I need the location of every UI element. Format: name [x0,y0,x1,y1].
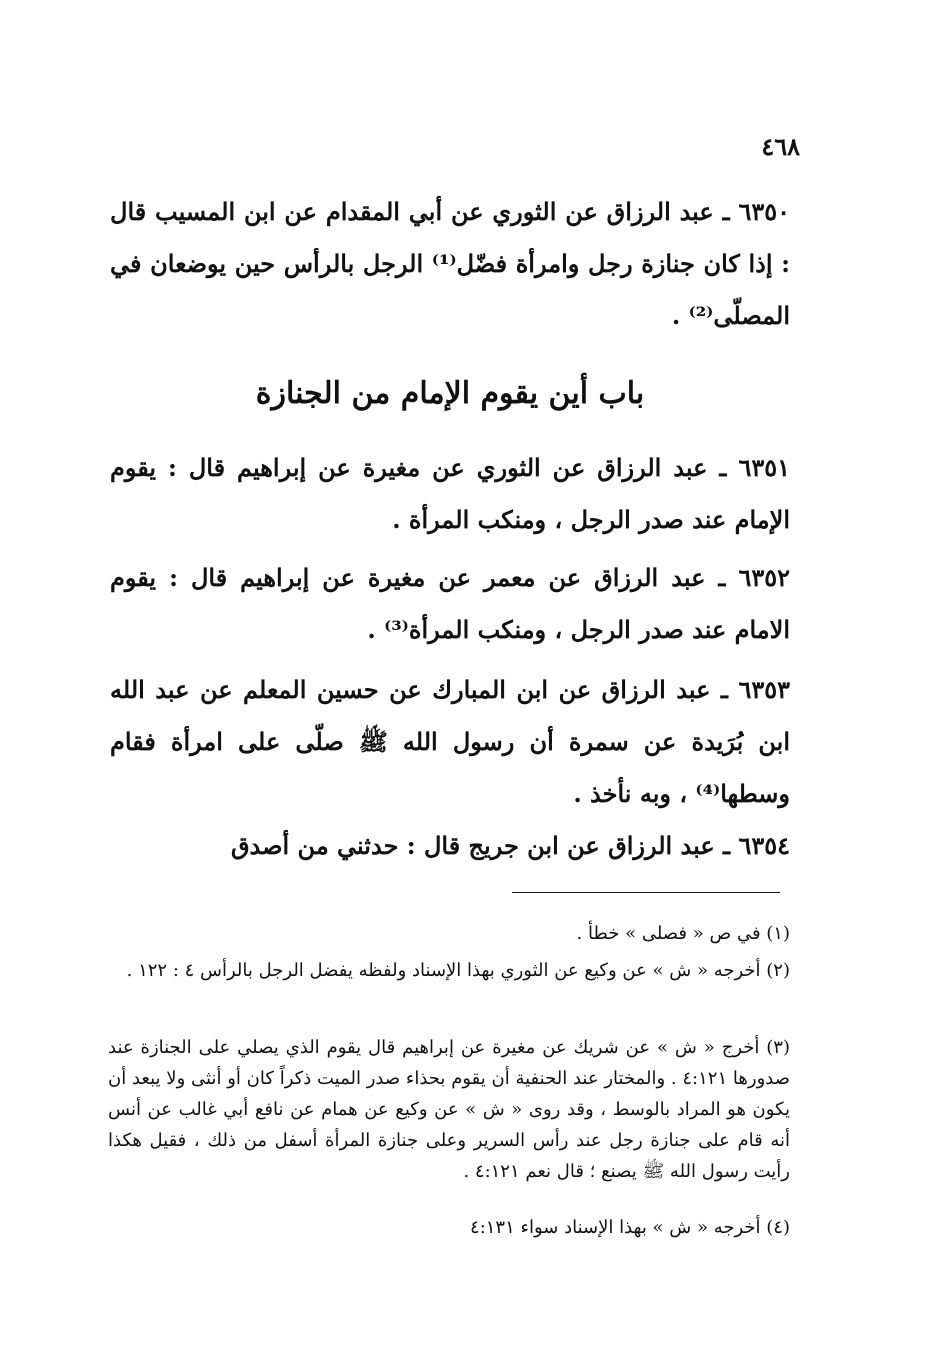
chapter-heading: باب أين يقوم الإمام من الجنازة [255,376,645,411]
footnote-3: (٣) أخرج « ش » عن شريك عن مغيرة عن إبراهيم قال يقوم الذي يصلي على الجنازة عند صدورها ٤:١٢١ . والمختار عند الحنفية أن يقوم بحذاء صدر الميت ذكراً كان أو أنثى ولا يبعد أن يكون هو المراد بالوسط ، وقد روى « ش » عن وكيع عن همام عن نافع أبي غالب عن أنس أنه قام على جنازة رجل عند رأس السرير وعلى جنازة المرأة أسفل من ذلك ، فقيل هكذا رأيت رسول الله ﷺ يصنع ؛ قال نعم ٤:١٢١ . [108,1037,790,1182]
footnote-divider [512,892,780,893]
footnote-4: (٤) أخرجه « ش » بهذا الإسناد سواء ٤:١٣١ [470,1217,790,1238]
hadith-6353: ٦٣٥٣ ـ عبد الرزاق عن ابن المبارك عن حسين المعلم عن عبد الله ابن بُرَيدة عن سمرة أن رسول الله ﷺ صلّى على امرأة فقام وسطها⁽⁴⁾ ، وبه نأخذ . [110,675,790,808]
hadith-6354: ٦٣٥٤ ـ عبد الرزاق عن ابن جريج قال : حدثني من أصدق [230,831,790,860]
hadith-6352: ٦٣٥٢ ـ عبد الرزاق عن معمر عن مغيرة عن إبراهيم قال : يقوم الامام عند صدر الرجل ، ومنكب المرأة⁽³⁾ . [110,563,790,644]
hadith-6350: ٦٣٥٠ ـ عبد الرزاق عن الثوري عن أبي المقدام عن ابن المسيب قال : إذا كان جنازة رجل وامرأة فضّل⁽¹⁾ الرجل بالرأس حين يوضعان في المصلّى⁽²⁾ . [110,197,790,330]
footnote-2: (٢) أخرجه « ش » عن وكيع عن الثوري بهذا الإسناد ولفظه يفضل الرجل بالرأس ٤ : ١٢٢ . [126,960,790,981]
hadith-6351: ٦٣٥١ ـ عبد الرزاق عن الثوري عن مغيرة عن إبراهيم قال : يقوم الإمام عند صدر الرجل ، ومنكب المرأة . [110,453,790,534]
page-number: ٤٦٨ [761,132,800,161]
footnote-1: (١) في ص « فصلى » خطأ . [576,923,790,944]
